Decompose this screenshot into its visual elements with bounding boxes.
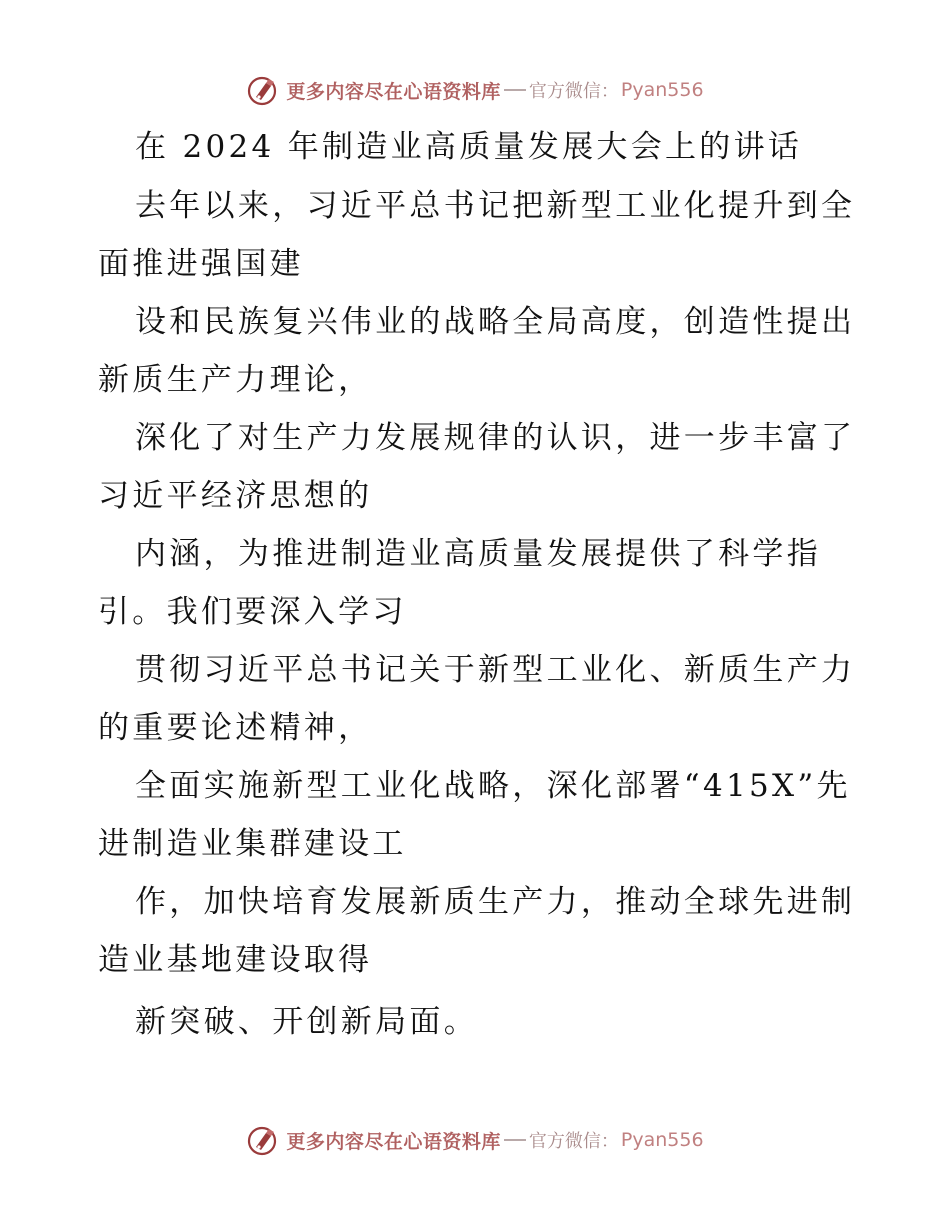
paragraph-line: 习近平经济思想的 (98, 478, 373, 514)
paragraph-line: 设和民族复兴伟业的战略全局高度，创造性提出 (135, 304, 856, 340)
paragraph-line: 贯彻习近平总书记关于新型工业化、新质生产力 (135, 652, 856, 688)
paragraph-line: 新质生产力理论， (98, 362, 373, 398)
watermark-slogan: 更多内容尽在心语资料库 (286, 1130, 501, 1153)
paragraph-line: 作，加快培育发展新质生产力，推动全球先进制 (135, 884, 856, 920)
watermark-handle: Pyan556 (620, 1129, 704, 1151)
paragraph-line: 的重要论述精神， (98, 710, 373, 746)
paragraph-line: 引。我们要深入学习 (98, 594, 407, 630)
watermark-dash (504, 1139, 526, 1141)
watermark-wechat-label: 官方微信： (528, 1131, 619, 1152)
document-title: 在 2024 年制造业高质量发展大会上的讲话 (135, 129, 803, 165)
footer-watermark (0, 1120, 950, 1160)
pen-nib-circle-icon (246, 73, 280, 107)
paragraph-line: 去年以来，习近平总书记把新型工业化提升到全 (135, 188, 856, 224)
paragraph-line: 全面实施新型工业化战略，深化部署“415X”先 (135, 768, 851, 804)
paragraph-line: 新突破、开创新局面。 (135, 1004, 478, 1040)
paragraph-line: 造业基地建设取得 (98, 942, 373, 978)
pen-nib-circle-icon (246, 1123, 280, 1157)
watermark-slogan: 更多内容尽在心语资料库 (286, 80, 501, 103)
watermark-dash (504, 89, 526, 91)
watermark-handle: Pyan556 (620, 79, 704, 101)
paragraph-line: 进制造业集群建设工 (98, 826, 407, 862)
paragraph-line: 面推进强国建 (98, 246, 304, 282)
watermark-wechat-label: 官方微信： (528, 81, 619, 102)
paragraph-line: 深化了对生产力发展规律的认识，进一步丰富了 (135, 420, 856, 456)
paragraph-line: 内涵，为推进制造业高质量发展提供了科学指 (135, 536, 821, 572)
header-watermark (0, 70, 950, 110)
